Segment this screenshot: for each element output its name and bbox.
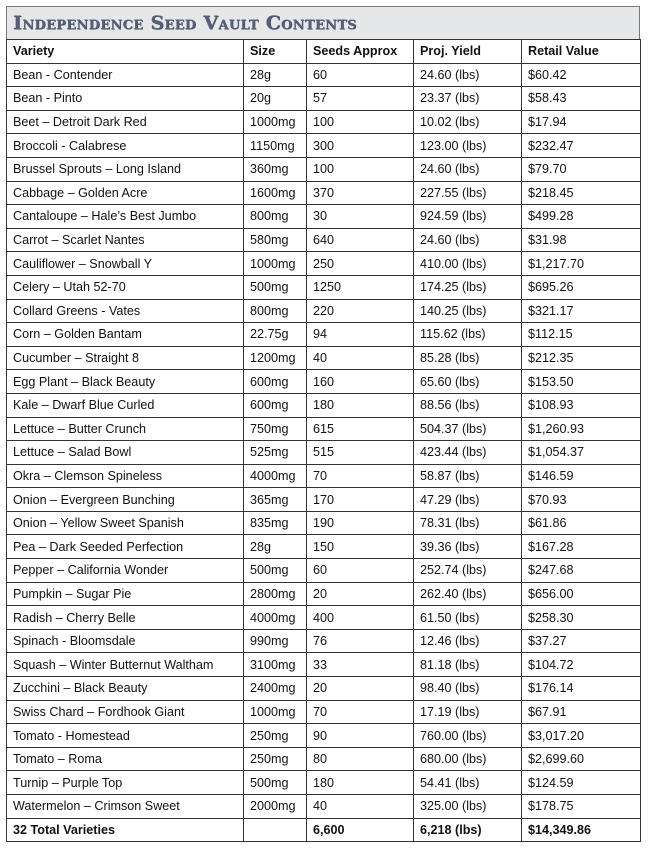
cell-retail-value: $218.45 [522, 181, 641, 205]
seed-vault-sheet [6, 6, 640, 842]
cell-proj-yield: 10.02 (lbs) [414, 110, 522, 134]
table-row [7, 205, 641, 229]
cell-size: 990mg [244, 629, 307, 653]
cell-retail-value: $79.70 [522, 157, 641, 181]
cell-variety: Onion – Evergreen Bunching [7, 488, 244, 512]
page-title: Independence Seed Vault Contents [13, 12, 357, 34]
cell-seeds-approx: 170 [307, 488, 414, 512]
table-row [7, 299, 641, 323]
total-value: $14,349.86 [522, 818, 641, 842]
cell-proj-yield: 81.18 (lbs) [414, 653, 522, 677]
cell-seeds-approx: 1250 [307, 275, 414, 299]
cell-seeds-approx: 20 [307, 582, 414, 606]
header-retail-value: Retail Value [522, 40, 641, 64]
cell-variety: Brussel Sprouts – Long Island [7, 157, 244, 181]
cell-seeds-approx: 94 [307, 323, 414, 347]
cell-retail-value: $656.00 [522, 582, 641, 606]
cell-seeds-approx: 300 [307, 134, 414, 158]
table-row [7, 747, 641, 771]
cell-proj-yield: 423.44 (lbs) [414, 441, 522, 465]
cell-variety: Broccoli - Calabrese [7, 134, 244, 158]
header-seeds-approx: Seeds Approx [307, 40, 414, 64]
total-varieties: 32 Total Varieties [7, 818, 244, 842]
cell-seeds-approx: 30 [307, 205, 414, 229]
cell-variety: Lettuce – Salad Bowl [7, 441, 244, 465]
cell-retail-value: $146.59 [522, 464, 641, 488]
table-row [7, 370, 641, 394]
cell-size: 2400mg [244, 677, 307, 701]
cell-size: 4000mg [244, 606, 307, 630]
cell-variety: Cabbage – Golden Acre [7, 181, 244, 205]
cell-retail-value: $3,017.20 [522, 724, 641, 748]
table-row [7, 488, 641, 512]
seed-table-body [7, 63, 641, 818]
cell-proj-yield: 85.28 (lbs) [414, 346, 522, 370]
table-row [7, 771, 641, 795]
cell-retail-value: $695.26 [522, 275, 641, 299]
cell-size: 28g [244, 63, 307, 87]
cell-proj-yield: 47.29 (lbs) [414, 488, 522, 512]
cell-variety: Pepper – California Wonder [7, 559, 244, 583]
cell-proj-yield: 23.37 (lbs) [414, 87, 522, 111]
cell-proj-yield: 98.40 (lbs) [414, 677, 522, 701]
cell-size: 800mg [244, 299, 307, 323]
table-row [7, 252, 641, 276]
cell-variety: Swiss Chard – Fordhook Giant [7, 700, 244, 724]
cell-variety: Onion – Yellow Sweet Spanish [7, 511, 244, 535]
cell-proj-yield: 88.56 (lbs) [414, 393, 522, 417]
cell-proj-yield: 252.74 (lbs) [414, 559, 522, 583]
cell-retail-value: $247.68 [522, 559, 641, 583]
total-seeds: 6,600 [307, 818, 414, 842]
cell-retail-value: $60.42 [522, 63, 641, 87]
cell-proj-yield: 174.25 (lbs) [414, 275, 522, 299]
cell-variety: Egg Plant – Black Beauty [7, 370, 244, 394]
cell-variety: Watermelon – Crimson Sweet [7, 795, 244, 819]
cell-proj-yield: 58.87 (lbs) [414, 464, 522, 488]
cell-seeds-approx: 60 [307, 63, 414, 87]
cell-proj-yield: 924.59 (lbs) [414, 205, 522, 229]
seed-table [6, 39, 641, 842]
cell-retail-value: $104.72 [522, 653, 641, 677]
cell-size: 500mg [244, 275, 307, 299]
totals-row [7, 818, 641, 842]
cell-seeds-approx: 100 [307, 110, 414, 134]
cell-retail-value: $1,054.37 [522, 441, 641, 465]
table-row [7, 677, 641, 701]
cell-size: 28g [244, 535, 307, 559]
table-row [7, 63, 641, 87]
cell-size: 600mg [244, 393, 307, 417]
cell-seeds-approx: 150 [307, 535, 414, 559]
header-variety: Variety [7, 40, 244, 64]
cell-retail-value: $112.15 [522, 323, 641, 347]
table-row [7, 417, 641, 441]
table-row [7, 582, 641, 606]
cell-seeds-approx: 190 [307, 511, 414, 535]
header-size: Size [244, 40, 307, 64]
table-row [7, 441, 641, 465]
table-row [7, 606, 641, 630]
cell-proj-yield: 262.40 (lbs) [414, 582, 522, 606]
cell-retail-value: $321.17 [522, 299, 641, 323]
cell-seeds-approx: 76 [307, 629, 414, 653]
cell-size: 1600mg [244, 181, 307, 205]
cell-retail-value: $153.50 [522, 370, 641, 394]
header-row [7, 40, 641, 64]
cell-size: 500mg [244, 559, 307, 583]
cell-seeds-approx: 57 [307, 87, 414, 111]
cell-seeds-approx: 60 [307, 559, 414, 583]
cell-seeds-approx: 220 [307, 299, 414, 323]
cell-size: 360mg [244, 157, 307, 181]
cell-proj-yield: 78.31 (lbs) [414, 511, 522, 535]
cell-variety: Cantaloupe – Hale’s Best Jumbo [7, 205, 244, 229]
cell-size: 4000mg [244, 464, 307, 488]
cell-retail-value: $176.14 [522, 677, 641, 701]
table-row [7, 110, 641, 134]
table-row [7, 535, 641, 559]
cell-retail-value: $2,699.60 [522, 747, 641, 771]
cell-seeds-approx: 40 [307, 795, 414, 819]
cell-size: 22.75g [244, 323, 307, 347]
cell-size: 1000mg [244, 110, 307, 134]
cell-size: 3100mg [244, 653, 307, 677]
cell-retail-value: $232.47 [522, 134, 641, 158]
cell-seeds-approx: 250 [307, 252, 414, 276]
cell-size: 250mg [244, 747, 307, 771]
cell-size: 500mg [244, 771, 307, 795]
cell-retail-value: $499.28 [522, 205, 641, 229]
cell-variety: Kale – Dwarf Blue Curled [7, 393, 244, 417]
cell-proj-yield: 39.36 (lbs) [414, 535, 522, 559]
cell-proj-yield: 17.19 (lbs) [414, 700, 522, 724]
table-row [7, 275, 641, 299]
cell-seeds-approx: 70 [307, 464, 414, 488]
cell-size: 580mg [244, 228, 307, 252]
cell-variety: Lettuce – Butter Crunch [7, 417, 244, 441]
cell-size: 750mg [244, 417, 307, 441]
cell-retail-value: $258.30 [522, 606, 641, 630]
table-row [7, 653, 641, 677]
cell-variety: Tomato – Roma [7, 747, 244, 771]
cell-seeds-approx: 180 [307, 393, 414, 417]
cell-size: 1000mg [244, 252, 307, 276]
cell-seeds-approx: 180 [307, 771, 414, 795]
cell-size: 1000mg [244, 700, 307, 724]
cell-size: 365mg [244, 488, 307, 512]
cell-variety: Cauliflower – Snowball Y [7, 252, 244, 276]
cell-variety: Collard Greens - Vates [7, 299, 244, 323]
cell-proj-yield: 54.41 (lbs) [414, 771, 522, 795]
cell-variety: Celery – Utah 52-70 [7, 275, 244, 299]
cell-proj-yield: 760.00 (lbs) [414, 724, 522, 748]
cell-size: 800mg [244, 205, 307, 229]
table-row [7, 795, 641, 819]
cell-size: 250mg [244, 724, 307, 748]
cell-retail-value: $178.75 [522, 795, 641, 819]
cell-seeds-approx: 515 [307, 441, 414, 465]
cell-seeds-approx: 33 [307, 653, 414, 677]
cell-retail-value: $167.28 [522, 535, 641, 559]
cell-seeds-approx: 615 [307, 417, 414, 441]
cell-seeds-approx: 90 [307, 724, 414, 748]
cell-retail-value: $67.91 [522, 700, 641, 724]
cell-retail-value: $212.35 [522, 346, 641, 370]
cell-variety: Bean - Contender [7, 63, 244, 87]
cell-proj-yield: 61.50 (lbs) [414, 606, 522, 630]
cell-proj-yield: 24.60 (lbs) [414, 63, 522, 87]
total-size [244, 818, 307, 842]
table-row [7, 181, 641, 205]
table-row [7, 464, 641, 488]
cell-seeds-approx: 20 [307, 677, 414, 701]
cell-seeds-approx: 100 [307, 157, 414, 181]
table-row [7, 323, 641, 347]
table-row [7, 511, 641, 535]
cell-variety: Turnip – Purple Top [7, 771, 244, 795]
cell-size: 600mg [244, 370, 307, 394]
cell-size: 1200mg [244, 346, 307, 370]
cell-proj-yield: 325.00 (lbs) [414, 795, 522, 819]
table-row [7, 157, 641, 181]
cell-proj-yield: 410.00 (lbs) [414, 252, 522, 276]
table-row [7, 228, 641, 252]
cell-seeds-approx: 80 [307, 747, 414, 771]
cell-retail-value: $17.94 [522, 110, 641, 134]
cell-variety: Squash – Winter Butternut Waltham [7, 653, 244, 677]
cell-retail-value: $31.98 [522, 228, 641, 252]
cell-proj-yield: 680.00 (lbs) [414, 747, 522, 771]
cell-proj-yield: 504.37 (lbs) [414, 417, 522, 441]
table-row [7, 87, 641, 111]
cell-seeds-approx: 70 [307, 700, 414, 724]
table-row [7, 134, 641, 158]
cell-variety: Radish – Cherry Belle [7, 606, 244, 630]
cell-proj-yield: 227.55 (lbs) [414, 181, 522, 205]
table-row [7, 629, 641, 653]
cell-retail-value: $1,260.93 [522, 417, 641, 441]
table-row [7, 559, 641, 583]
cell-seeds-approx: 370 [307, 181, 414, 205]
cell-proj-yield: 140.25 (lbs) [414, 299, 522, 323]
cell-variety: Carrot – Scarlet Nantes [7, 228, 244, 252]
cell-proj-yield: 12.46 (lbs) [414, 629, 522, 653]
total-yield: 6,218 (lbs) [414, 818, 522, 842]
cell-retail-value: $108.93 [522, 393, 641, 417]
cell-variety: Corn – Golden Bantam [7, 323, 244, 347]
table-row [7, 700, 641, 724]
cell-variety: Cucumber – Straight 8 [7, 346, 244, 370]
cell-seeds-approx: 640 [307, 228, 414, 252]
cell-variety: Beet – Detroit Dark Red [7, 110, 244, 134]
table-row [7, 724, 641, 748]
cell-proj-yield: 65.60 (lbs) [414, 370, 522, 394]
cell-size: 20g [244, 87, 307, 111]
cell-variety: Bean - Pinto [7, 87, 244, 111]
cell-variety: Tomato - Homestead [7, 724, 244, 748]
cell-retail-value: $70.93 [522, 488, 641, 512]
table-row [7, 393, 641, 417]
cell-proj-yield: 24.60 (lbs) [414, 228, 522, 252]
cell-variety: Spinach - Bloomsdale [7, 629, 244, 653]
cell-size: 2000mg [244, 795, 307, 819]
cell-variety: Zucchini – Black Beauty [7, 677, 244, 701]
cell-proj-yield: 24.60 (lbs) [414, 157, 522, 181]
cell-seeds-approx: 400 [307, 606, 414, 630]
cell-variety: Okra – Clemson Spineless [7, 464, 244, 488]
cell-retail-value: $1,217.70 [522, 252, 641, 276]
cell-retail-value: $124.59 [522, 771, 641, 795]
cell-variety: Pea – Dark Seeded Perfection [7, 535, 244, 559]
header-proj-yield: Proj. Yield [414, 40, 522, 64]
cell-size: 835mg [244, 511, 307, 535]
cell-size: 2800mg [244, 582, 307, 606]
cell-retail-value: $37.27 [522, 629, 641, 653]
cell-size: 1150mg [244, 134, 307, 158]
title-bar [6, 6, 640, 39]
cell-seeds-approx: 40 [307, 346, 414, 370]
cell-proj-yield: 115.62 (lbs) [414, 323, 522, 347]
cell-proj-yield: 123.00 (lbs) [414, 134, 522, 158]
cell-retail-value: $58.43 [522, 87, 641, 111]
table-row [7, 346, 641, 370]
cell-size: 525mg [244, 441, 307, 465]
cell-variety: Pumpkin – Sugar Pie [7, 582, 244, 606]
cell-retail-value: $61.86 [522, 511, 641, 535]
cell-seeds-approx: 160 [307, 370, 414, 394]
